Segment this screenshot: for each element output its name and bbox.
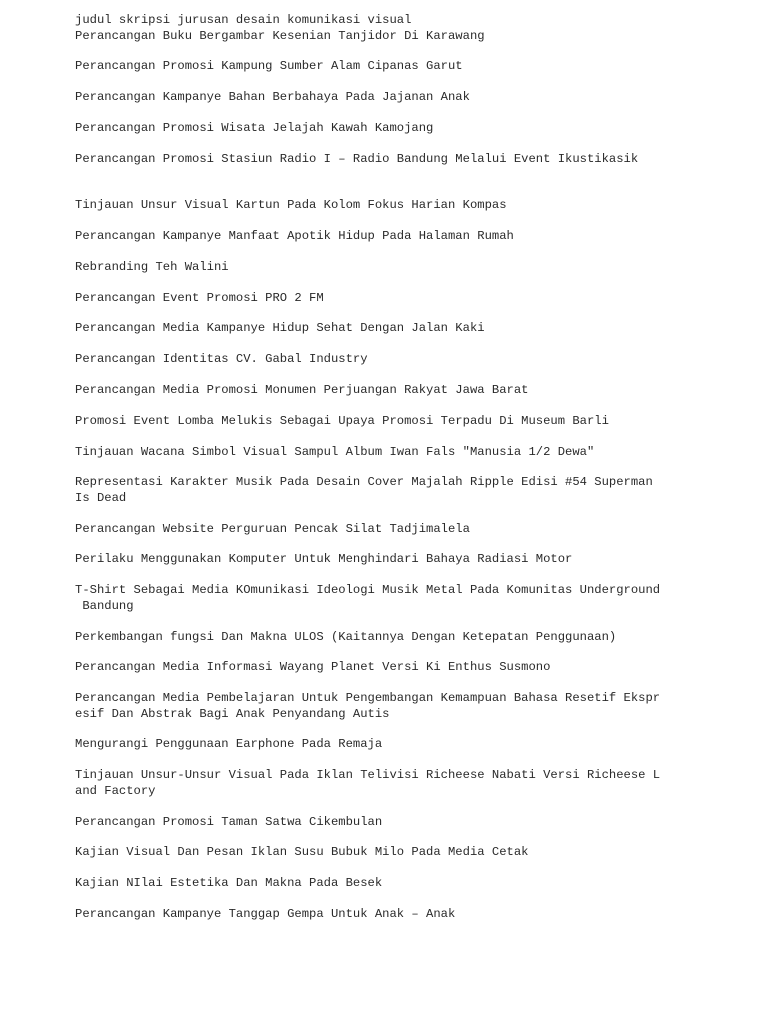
document-title: judul skripsi jurusan desain komunikasi visual <box>75 13 412 27</box>
list-item: Perancangan Website Perguruan Pencak Silat Tadjimalela <box>75 521 470 536</box>
list-item: Perancangan Media Promosi Monumen Perjuangan Rakyat Jawa Barat <box>75 382 529 397</box>
list-item: T-Shirt Sebagai Media KOmunikasi Ideologi Musik Metal Pada Komunitas Underground Bandung <box>75 583 661 613</box>
list-item: Perancangan Kampanye Manfaat Apotik Hidup Pada Halaman Rumah <box>75 228 514 243</box>
list-item: Perancangan Promosi Kampung Sumber Alam Cipanas Garut <box>75 59 463 74</box>
list-item: Perilaku Menggunakan Komputer Untuk Menghindari Bahaya Radiasi Motor <box>75 552 573 567</box>
list-item: Perancangan Kampanye Bahan Berbahaya Pada Jajanan Anak <box>75 90 470 105</box>
list-item: Tinjauan Wacana Simbol Visual Sampul Album Iwan Fals "Manusia 1/2 Dewa" <box>75 444 595 459</box>
list-item: Perancangan Media Informasi Wayang Planet Versi Ki Enthus Susmono <box>75 660 551 675</box>
list-item: Perancangan Media Kampanye Hidup Sehat Dengan Jalan Kaki <box>75 321 485 336</box>
list-item: Perancangan Promosi Wisata Jelajah Kawah Kamojang <box>75 120 434 135</box>
list-item: Tinjauan Unsur Visual Kartun Pada Kolom Fokus Harian Kompas <box>75 198 507 213</box>
list-item: Perancangan Kampanye Tanggap Gempa Untuk Anak – Anak <box>75 906 456 921</box>
document-body <box>75 13 679 938</box>
list-item: Promosi Event Lomba Melukis Sebagai Upaya Promosi Terpadu Di Museum Barli <box>75 413 609 428</box>
list-item: Perancangan Buku Bergambar Kesenian Tanjidor Di Karawang <box>75 28 485 43</box>
list-item: Mengurangi Penggunaan Earphone Pada Remaja <box>75 737 383 752</box>
list-item: Perkembangan fungsi Dan Makna ULOS (Kaitannya Dengan Ketepatan Penggunaan) <box>75 629 617 644</box>
list-item: Kajian NIlai Estetika Dan Makna Pada Besek <box>75 876 383 891</box>
list-item: Perancangan Identitas CV. Gabal Industry <box>75 352 368 367</box>
list-item: Perancangan Media Pembelajaran Untuk Pengembangan Kemampuan Bahasa Resetif Ekspr esif Dan Abstrak Bagi Anak Penyandang Autis <box>75 691 661 721</box>
list-item: Kajian Visual Dan Pesan Iklan Susu Bubuk Milo Pada Media Cetak <box>75 845 529 860</box>
list-item: Rebranding Teh Walini <box>75 259 229 274</box>
list-item: Perancangan Promosi Stasiun Radio I – Radio Bandung Melalui Event Ikustikasik <box>75 151 639 166</box>
list-item: Perancangan Promosi Taman Satwa Cikembulan <box>75 814 383 829</box>
list-item: Perancangan Event Promosi PRO 2 FM <box>75 290 324 305</box>
list-item: Representasi Karakter Musik Pada Desain Cover Majalah Ripple Edisi #54 Superman Is Dead <box>75 475 653 505</box>
list-item: Tinjauan Unsur-Unsur Visual Pada Iklan Telivisi Richeese Nabati Versi Richeese L and Factory <box>75 768 661 798</box>
